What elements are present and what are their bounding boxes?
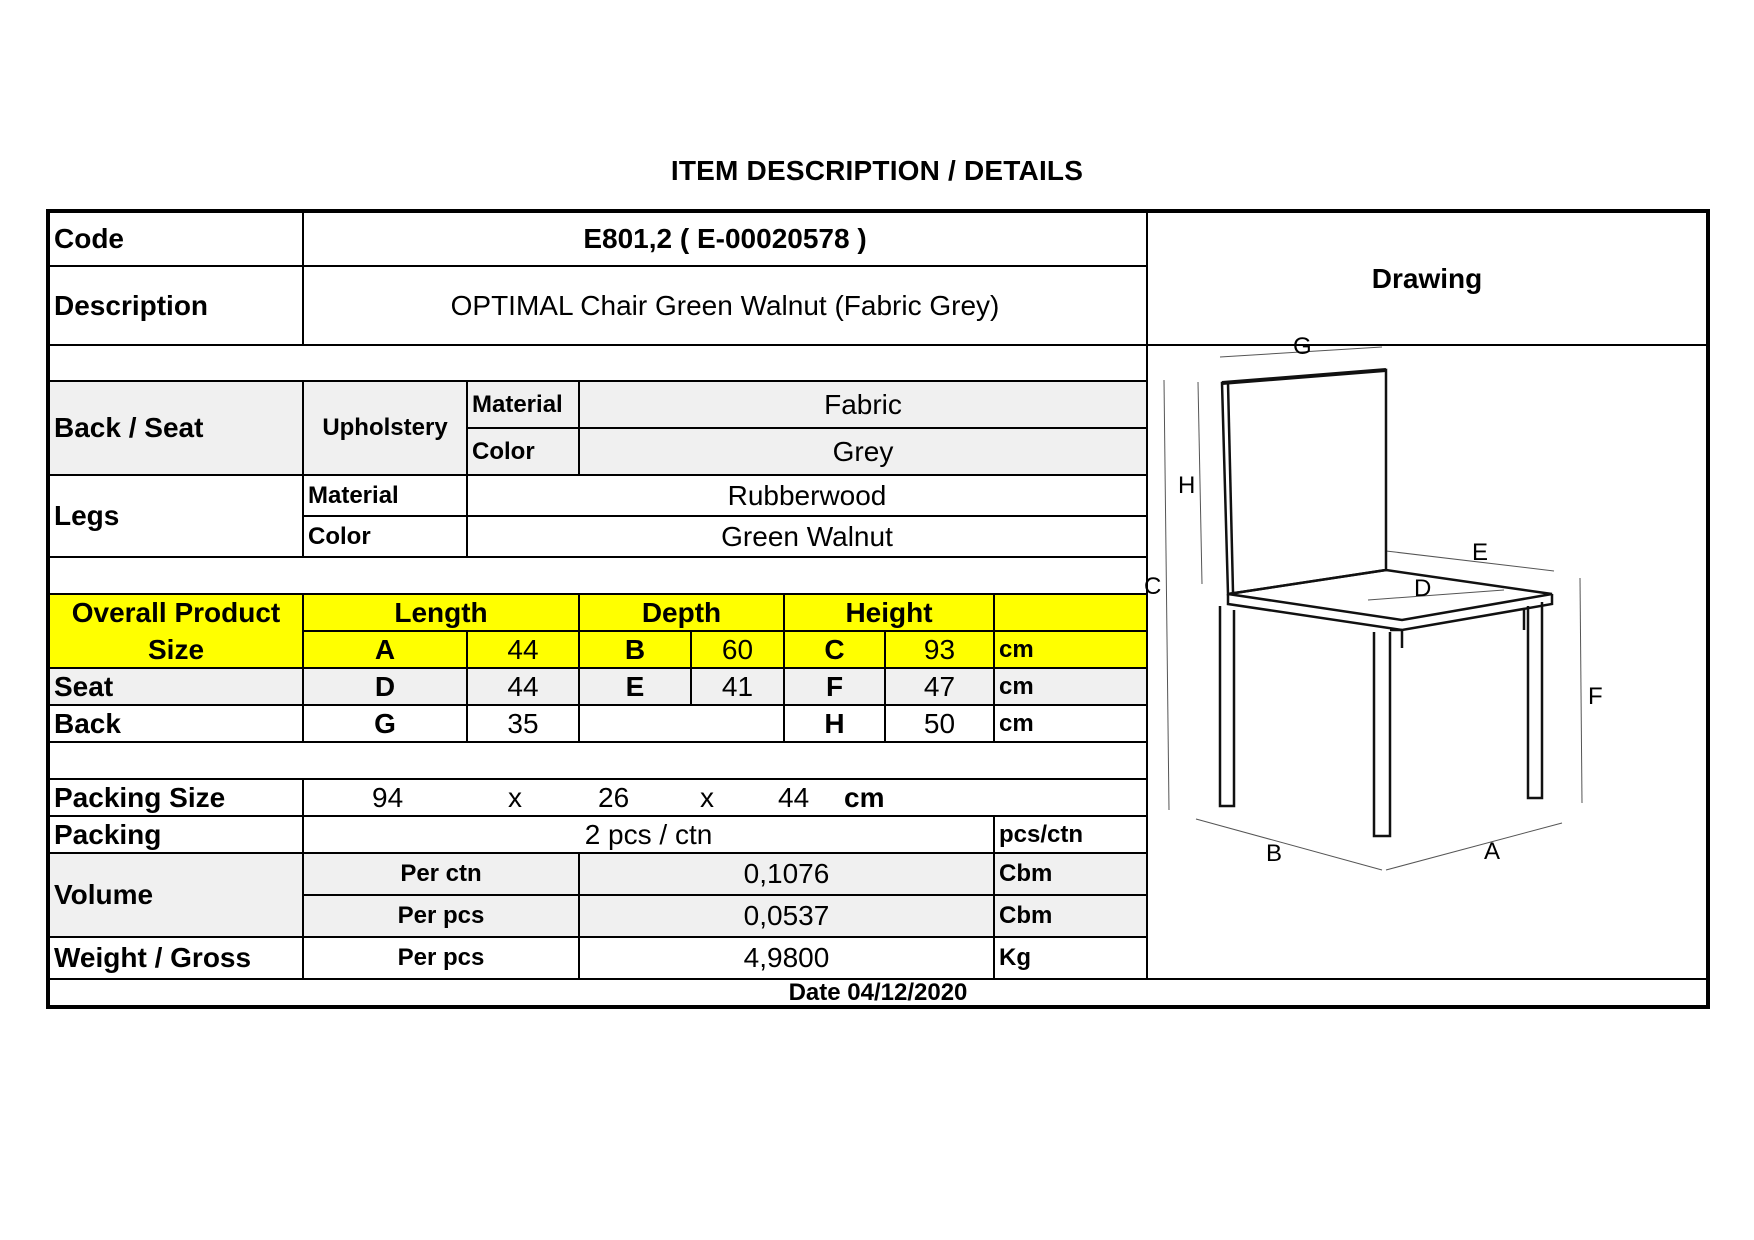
packing-size-unit: cm (844, 781, 885, 813)
unit-header (995, 595, 1148, 632)
overall-depth-value: 60 (692, 632, 785, 669)
legs-color-value: Green Walnut (468, 517, 1148, 558)
back-depth-empty (580, 706, 785, 743)
chair-back-top (1222, 370, 1386, 383)
dim-line-c (1164, 380, 1169, 810)
spacer-row (50, 743, 1148, 780)
volume-per-ctn-label: Per ctn (304, 854, 580, 896)
legs-material-value: Rubberwood (468, 476, 1148, 517)
weight-unit: Kg (995, 938, 1148, 980)
spec-sheet (46, 209, 1710, 1009)
depth-header: Depth (580, 595, 785, 632)
overall-length-value: 44 (468, 632, 580, 669)
overall-depth-key: B (580, 632, 692, 669)
drawing-label-f: F (1588, 683, 1603, 710)
packing-size-sep-2: x (700, 781, 714, 813)
drawing-header: Drawing (1148, 213, 1706, 346)
description-label: Description (50, 267, 304, 346)
chair-drawing (1144, 333, 1710, 1005)
chair-back (1222, 370, 1386, 594)
date-footer: Date 04/12/2020 (788, 978, 968, 1006)
page-title: ITEM DESCRIPTION / DETAILS (670, 155, 1084, 186)
spacer-row (50, 346, 1148, 382)
back-seat-label: Back / Seat (50, 382, 304, 476)
overall-length-key: A (304, 632, 468, 669)
drawing-label-e: E (1472, 539, 1489, 566)
weight-label: Weight / Gross (50, 938, 304, 980)
weight-value: 4,9800 (580, 938, 995, 980)
back-seat-material-label: Material (468, 382, 580, 429)
drawing-label-a: A (1484, 838, 1501, 865)
back-length-key: G (304, 706, 468, 743)
overall-height-key: C (785, 632, 886, 669)
dim-line-a (1386, 823, 1562, 870)
dim-line-b (1196, 819, 1382, 870)
volume-label: Volume (50, 854, 304, 938)
overall-size-label: Overall Product Size (50, 595, 304, 669)
volume-per-pcs-value: 0,0537 (580, 896, 995, 938)
legs-label: Legs (50, 476, 304, 558)
dim-line-e (1386, 551, 1554, 571)
seat-length-value: 44 (468, 669, 580, 706)
seat-length-key: D (304, 669, 468, 706)
packing-size-width: 26 (598, 781, 630, 813)
drawing-label-d: D (1414, 575, 1432, 602)
packing-size-values (304, 780, 1148, 817)
spacer-row (50, 558, 1148, 595)
back-height-value: 50 (886, 706, 995, 743)
back-seat-color-label: Color (468, 429, 580, 476)
chair-back-inner-edge (1228, 383, 1233, 592)
dim-line-f (1580, 578, 1582, 803)
length-header: Length (304, 595, 580, 632)
upholstery-label: Upholstery (304, 382, 468, 476)
back-seat-material-value: Fabric (580, 382, 1148, 429)
packing-unit: pcs/ctn (995, 817, 1148, 854)
packing-size-length: 94 (372, 781, 404, 813)
seat-depth-key: E (580, 669, 692, 706)
packing-size-height: 44 (778, 781, 810, 813)
packing-size-sep-1: x (508, 781, 522, 813)
overall-height-value: 93 (886, 632, 995, 669)
drawing-label-c: C (1144, 573, 1162, 600)
seat-label: Seat (50, 669, 304, 706)
weight-per-pcs-label: Per pcs (304, 938, 580, 980)
legs-color-label: Color (304, 517, 468, 558)
dim-line-d (1368, 590, 1504, 600)
volume-per-pcs-unit: Cbm (995, 896, 1148, 938)
overall-unit: cm (995, 632, 1148, 669)
legs-material-label: Material (304, 476, 468, 517)
chair-leg-front-center (1374, 632, 1390, 836)
code-value: E801,2 ( E-00020578 ) (304, 213, 1148, 267)
back-length-value: 35 (468, 706, 580, 743)
dim-line-h (1198, 382, 1202, 584)
seat-depth-value: 41 (692, 669, 785, 706)
chair-leg-front-left (1220, 606, 1234, 806)
back-unit: cm (995, 706, 1148, 743)
seat-height-value: 47 (886, 669, 995, 706)
back-height-key: H (785, 706, 886, 743)
drawing-label-h: H (1178, 472, 1196, 499)
packing-size-label: Packing Size (50, 780, 304, 817)
height-header: Height (785, 595, 995, 632)
chair-leg-back-right (1528, 602, 1542, 798)
seat-unit: cm (995, 669, 1148, 706)
seat-height-key: F (785, 669, 886, 706)
drawing-label-b: B (1266, 840, 1283, 867)
volume-per-pcs-label: Per pcs (304, 896, 580, 938)
description-value: OPTIMAL Chair Green Walnut (Fabric Grey) (304, 267, 1148, 346)
packing-value: 2 pcs / ctn (304, 817, 995, 854)
chair-drawing-svg (1144, 333, 1710, 1005)
back-label: Back (50, 706, 304, 743)
drawing-label-g: G (1293, 333, 1312, 360)
volume-per-ctn-unit: Cbm (995, 854, 1148, 896)
chair-seat-apron (1228, 594, 1552, 630)
back-seat-color-value: Grey (580, 429, 1148, 476)
packing-label: Packing (50, 817, 304, 854)
volume-per-ctn-value: 0,1076 (580, 854, 995, 896)
code-label: Code (50, 213, 304, 267)
